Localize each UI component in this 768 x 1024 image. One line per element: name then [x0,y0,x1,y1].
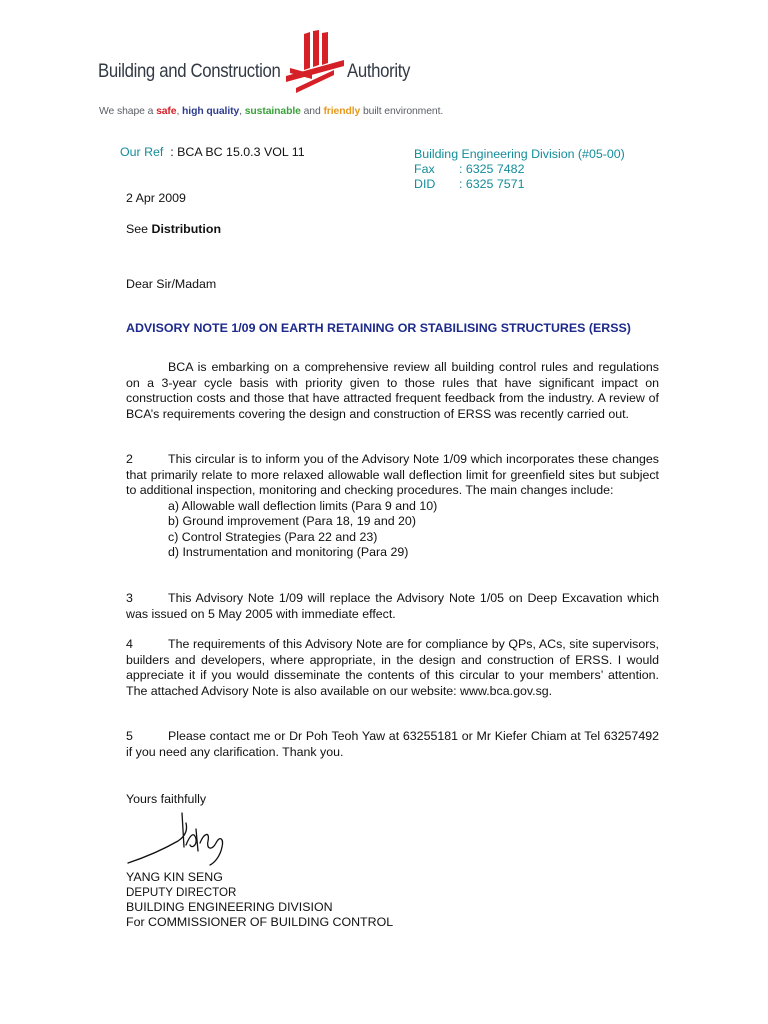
list-item: a) Allowable wall deflection limits (Para 9 and 10) [168,498,438,513]
paragraph-1 [126,360,659,422]
paragraph-3-text: This Advisory Note 1/09 will replace the Advisory Note 1/05 on Deep Excavation which was issued on 5 May 2005 with immediate effect. [126,591,659,621]
paragraph-1-text: BCA is embarking on a comprehensive review all building control rules and regulations on a 3-year cycle basis with priority given to those rules that have significant impact on construction costs and those that have attracted frequent feedback from the industry. A review of BCA’s requirements covering the design and construction of ERSS was recently carried out. [126,360,659,421]
signer-block [126,870,393,930]
paragraph-3 [126,591,659,622]
paragraph-4-text: The requirements of this Advisory Note are for compliance by QPs, ACs, site supervisors, builders and developers, where appropriate, in the design and construction of ERSS. I would appreciate it if you would disseminate the contents of this circular to your members’ attention. The attached Advisory Note is also available on our website: www.bca.gov.sg. [126,637,659,698]
reference-line [120,145,305,159]
fax-label: Fax [414,162,435,176]
did-value: : 6325 7571 [459,177,525,191]
reference-label: Our Ref [120,145,164,159]
division-name: Building Engineering Division (#05-00) [414,147,625,161]
signer-for-line: For COMMISSIONER OF BUILDING CONTROL [126,915,394,929]
tagline [99,106,443,117]
paragraph-5-number: 5 [126,729,133,743]
org-name-left: Building and Construction [98,60,281,82]
division-contact [414,147,625,192]
did-label: DID [414,177,436,191]
closing: Yours faithfully [126,792,207,806]
org-name-right: Authority [347,60,411,82]
tagline-prefix: We shape a [99,106,157,117]
paragraph-4-number: 4 [126,637,133,651]
paragraph-2-text: This circular is to inform you of the Advisory Note 1/09 which incorporates these changes that primarily relate to more relaxed allowable wall deflection limit for greenfield sites but subject to additional inspection, monitoring and checking procedures. The main changes include: [126,452,659,497]
paragraph-2-number: 2 [126,452,133,466]
subject-heading: ADVISORY NOTE 1/09 ON EARTH RETAINING OR STABILISING STRUCTURES (ERSS) [126,321,631,335]
tagline-sep1: , [176,106,183,117]
tagline-safe: safe [156,106,177,117]
list-item: d) Instrumentation and monitoring (Para 29) [168,545,409,559]
did-row [414,177,625,192]
fax-row [414,162,625,177]
bca-logo-icon [282,30,348,96]
paragraph-4 [126,637,659,699]
paragraph-3-number: 3 [126,591,133,605]
see-distribution [126,222,221,236]
signer-title: DEPUTY DIRECTOR [126,886,237,899]
tagline-suffix: built environment. [360,106,444,117]
tagline-sep2: , [239,106,245,117]
tagline-friendly: friendly [323,106,361,117]
see-prefix: See [126,222,152,236]
handwritten-signature [126,805,236,873]
reference-value: : BCA BC 15.0.3 VOL 11 [170,145,305,159]
paragraph-5-text: Please contact me or Dr Poh Teoh Yaw at 63255181 or Mr Kiefer Chiam at Tel 63257492 if you need any clarification. Thank you. [126,729,659,759]
see-distribution-bold: Distribution [151,222,222,236]
tagline-high-quality: high quality [182,106,240,117]
list-item: c) Control Strategies (Para 22 and 23) [168,529,378,544]
list-item: b) Ground improvement (Para 18, 19 and 20) [168,514,416,528]
letter-date: 2 Apr 2009 [126,191,186,205]
tagline-sustainable: sustainable [244,106,301,117]
tagline-sep3: and [300,106,324,117]
signer-name: YANG KIN SENG [126,870,223,884]
signer-division: BUILDING ENGINEERING DIVISION [126,900,333,914]
fax-value: : 6325 7482 [459,162,525,176]
paragraph-2 [126,452,659,561]
paragraph-5 [126,729,659,760]
salutation: Dear Sir/Madam [126,277,217,291]
changes-list [126,499,659,561]
